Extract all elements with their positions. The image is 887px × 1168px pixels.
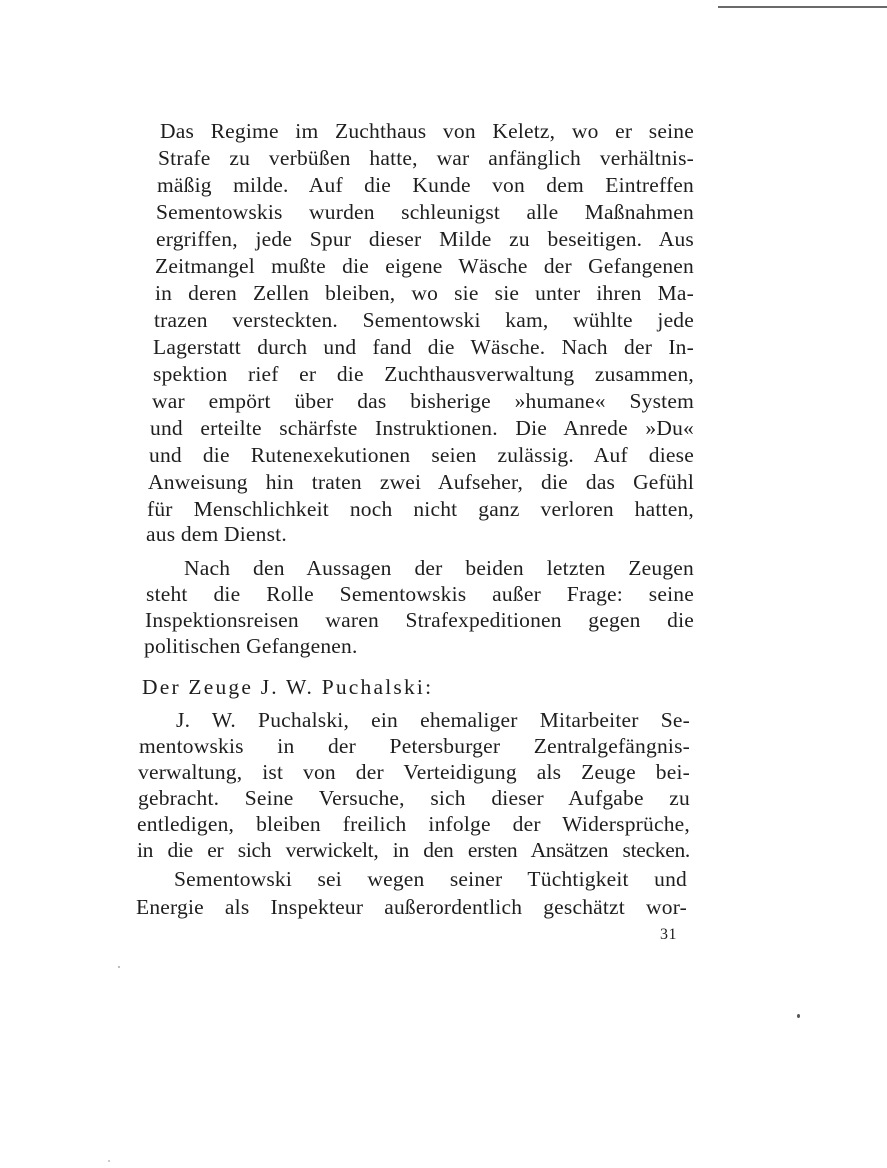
text-line: spektion rief er die Zuchthausverwaltung zusammen, (153, 362, 694, 386)
text-line: Nach den Aussagen der beiden letzten Zeugen (184, 556, 694, 580)
scan-speck (108, 1160, 110, 1162)
text-line: Inspektionsreisen waren Strafexpeditionen gegen die (145, 608, 694, 632)
text-line: Zeitmangel mußte die eigene Wäsche der Gefangenen (155, 254, 694, 278)
text-line: mentowskis in der Petersburger Zentralgefängnis- (139, 734, 690, 758)
text-line: in deren Zellen bleiben, wo sie sie unter ihren Ma- (155, 281, 694, 305)
text-line: steht die Rolle Sementowskis außer Frage: seine (146, 582, 694, 606)
text-line: entledigen, bleiben freilich infolge der Widersprüche, (137, 812, 690, 836)
text-line: Energie als Inspekteur außerordentlich geschätzt wor- (136, 895, 687, 919)
text-line: J. W. Puchalski, ein ehemaliger Mitarbeiter Se- (176, 708, 690, 732)
text-line: gebracht. Seine Versuche, sich dieser Aufgabe zu (138, 786, 690, 810)
text-line: mäßig milde. Auf die Kunde von dem Eintreffen (157, 173, 694, 197)
text-line: trazen versteckten. Sementowski kam, wühlte jede (154, 308, 694, 332)
text-line: Strafe zu verbüßen hatte, war anfänglich verhältnis- (158, 146, 694, 170)
text-line: ergriffen, jede Spur dieser Milde zu beseitigen. Aus (156, 227, 694, 251)
text-line: aus dem Dienst. (146, 522, 287, 546)
text-line: verwaltung, ist von der Verteidigung als Zeuge bei- (138, 760, 690, 784)
text-line: in die er sich verwickelt, in den ersten Ansätzen stecken. (137, 838, 690, 862)
text-line: Lagerstatt durch und fand die Wäsche. Nach der In- (153, 335, 694, 359)
scan-speck (797, 1014, 800, 1018)
text-line: politischen Gefangenen. (144, 634, 358, 658)
text-line: für Menschlichkeit noch nicht ganz verloren hatten, (147, 497, 694, 521)
section-heading: Der Zeuge J. W. Puchalski: (142, 675, 434, 699)
text-line: und erteilte schärfste Instruktionen. Die Anrede »Du« (150, 416, 694, 440)
text-line: Das Regime im Zuchthaus von Keletz, wo er seine (160, 119, 694, 143)
scan-speck (118, 966, 120, 968)
page-number: 31 (660, 926, 677, 943)
text-line: Sementowski sei wegen seiner Tüchtigkeit und (174, 867, 687, 891)
text-line: war empört über das bisherige »humane« System (152, 389, 694, 413)
text-line: Anweisung hin traten zwei Aufseher, die das Gefühl (148, 470, 694, 494)
text-line: und die Rutenexekutionen seien zulässig. Auf diese (149, 443, 694, 467)
text-line: Sementowskis wurden schleunigst alle Maßnahmen (156, 200, 694, 224)
